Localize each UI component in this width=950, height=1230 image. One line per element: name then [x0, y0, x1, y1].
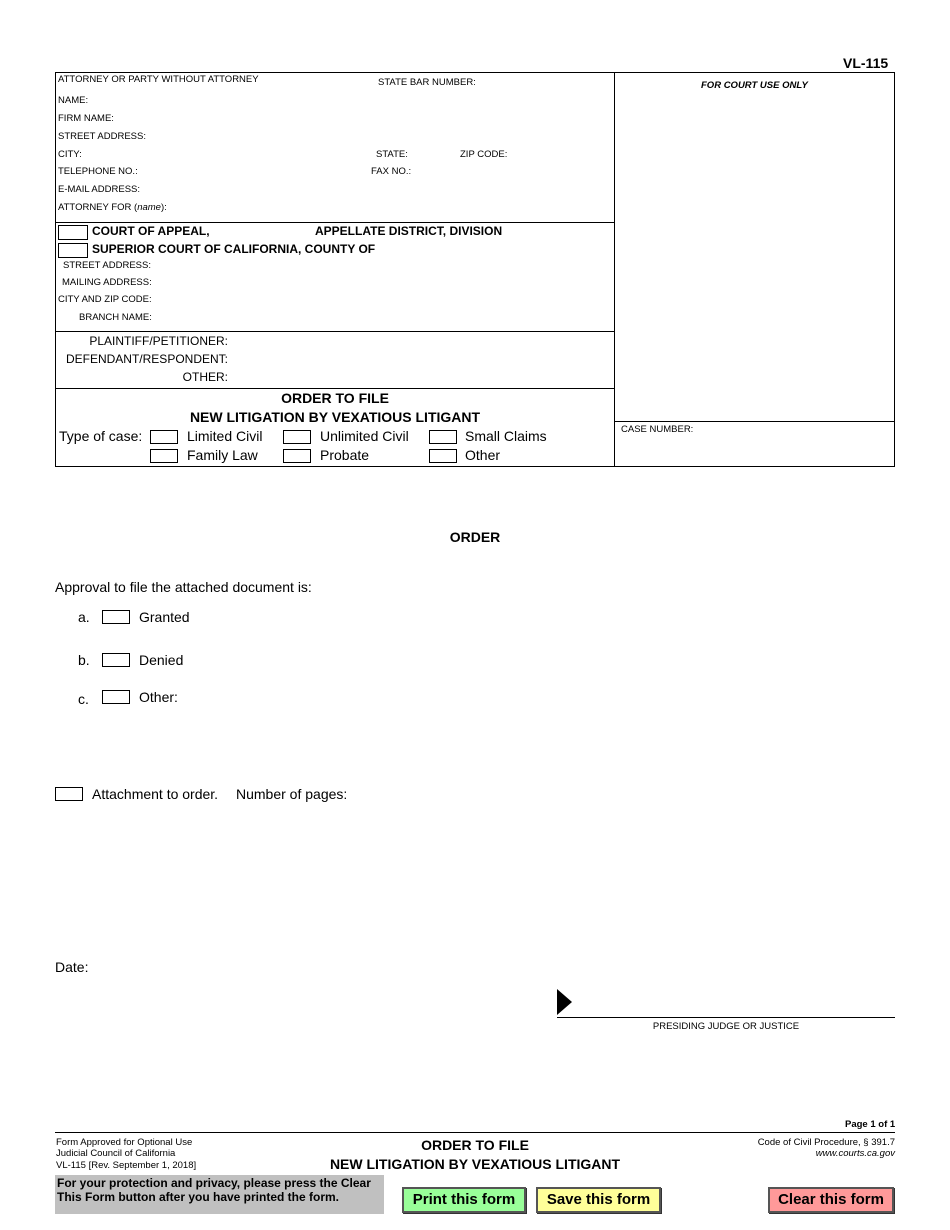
- other-case-checkbox[interactable]: [429, 449, 457, 463]
- caption-title-line2: NEW LITIGATION BY VEXATIOUS LITIGANT: [189, 409, 481, 425]
- date-label: Date:: [55, 959, 89, 975]
- court-city-zip-label: CITY AND ZIP CODE:: [58, 294, 152, 305]
- clear-form-button[interactable]: Clear this form: [768, 1187, 894, 1213]
- signature-line: [557, 1017, 895, 1018]
- denied-label: Denied: [139, 652, 184, 668]
- limited-civil-label: Limited Civil: [187, 428, 263, 444]
- type-of-case-label: Type of case:: [59, 428, 143, 444]
- granted-checkbox[interactable]: [102, 610, 130, 624]
- code-reference: Code of Civil Procedure, § 391.7: [757, 1137, 895, 1148]
- case-number-label: CASE NUMBER:: [621, 424, 694, 435]
- small-claims-label: Small Claims: [465, 428, 547, 444]
- other-party-label: OTHER:: [182, 370, 228, 384]
- city-label: CITY:: [58, 149, 82, 160]
- superior-court-checkbox[interactable]: [58, 243, 88, 258]
- item-a-letter: a.: [78, 609, 90, 625]
- granted-label: Granted: [139, 609, 190, 625]
- email-label: E-MAIL ADDRESS:: [58, 184, 141, 195]
- item-b-letter: b.: [78, 652, 90, 668]
- court-of-appeal-checkbox[interactable]: [58, 225, 88, 240]
- family-law-checkbox[interactable]: [150, 449, 178, 463]
- attachment-label: Attachment to order.: [92, 786, 219, 802]
- unlimited-civil-label: Unlimited Civil: [320, 428, 409, 444]
- fax-label: FAX NO.:: [371, 166, 412, 177]
- probate-label: Probate: [320, 447, 370, 463]
- save-form-button[interactable]: Save this form: [536, 1187, 661, 1213]
- plaintiff-label: PLAINTIFF/PETITIONER:: [89, 334, 228, 348]
- name-label: NAME:: [58, 95, 89, 106]
- zip-code-label: ZIP CODE:: [460, 149, 508, 160]
- footer-title-line1: ORDER TO FILE: [421, 1137, 529, 1153]
- court-mailing-label: MAILING ADDRESS:: [62, 277, 152, 288]
- court-of-appeal-label: COURT OF APPEAL,: [92, 224, 210, 238]
- limited-civil-checkbox[interactable]: [150, 430, 178, 444]
- other-order-checkbox[interactable]: [102, 690, 130, 704]
- item-c-letter: c.: [78, 691, 89, 707]
- judicial-council: Judicial Council of California: [56, 1148, 176, 1159]
- family-law-label: Family Law: [187, 447, 258, 463]
- footer-title-line2: NEW LITIGATION BY VEXATIOUS LITIGANT: [329, 1156, 621, 1172]
- signature-label: PRESIDING JUDGE OR JUSTICE: [652, 1021, 800, 1032]
- probate-checkbox[interactable]: [283, 449, 311, 463]
- small-claims-checkbox[interactable]: [429, 430, 457, 444]
- other-order-label: Other:: [139, 689, 178, 705]
- form-revision: VL-115 [Rev. September 1, 2018]: [56, 1160, 197, 1171]
- court-street-label: STREET ADDRESS:: [63, 260, 151, 271]
- form-id: VL-115: [843, 55, 889, 71]
- page-number: Page 1 of 1: [845, 1119, 896, 1130]
- for-court-use-label: FOR COURT USE ONLY: [701, 80, 808, 91]
- approval-text: Approval to file the attached document is:: [55, 579, 312, 595]
- other-case-label: Other: [465, 447, 501, 463]
- attorney-for-label: ATTORNEY FOR (name):: [58, 202, 167, 213]
- print-form-button[interactable]: Print this form: [402, 1187, 526, 1213]
- telephone-label: TELEPHONE NO.:: [58, 166, 138, 177]
- firm-name-label: FIRM NAME:: [58, 113, 114, 124]
- unlimited-civil-checkbox[interactable]: [283, 430, 311, 444]
- form-approved: Form Approved for Optional Use: [56, 1137, 193, 1148]
- street-address-label: STREET ADDRESS:: [58, 131, 146, 142]
- appellate-district-label: APPELLATE DISTRICT, DIVISION: [315, 224, 503, 238]
- caption-box: [55, 72, 895, 467]
- number-of-pages-label: Number of pages:: [236, 786, 348, 802]
- superior-court-label: SUPERIOR COURT OF CALIFORNIA, COUNTY OF: [92, 242, 376, 256]
- state-label: STATE:: [376, 149, 408, 160]
- order-heading: ORDER: [449, 529, 501, 545]
- branch-name-label: BRANCH NAME:: [79, 312, 152, 323]
- courts-url[interactable]: www.courts.ca.gov: [815, 1148, 895, 1159]
- denied-checkbox[interactable]: [102, 653, 130, 667]
- attachment-checkbox[interactable]: [55, 787, 83, 801]
- defendant-label: DEFENDANT/RESPONDENT:: [65, 352, 228, 366]
- privacy-notice: For your protection and privacy, please press the Clear This Form button after you have printed the form.: [55, 1175, 384, 1214]
- signature-arrow-icon: [557, 989, 573, 1017]
- caption-title-line1: ORDER TO FILE: [281, 390, 389, 406]
- attorney-label: ATTORNEY OR PARTY WITHOUT ATTORNEY: [58, 74, 259, 85]
- state-bar-label: STATE BAR NUMBER:: [378, 77, 476, 88]
